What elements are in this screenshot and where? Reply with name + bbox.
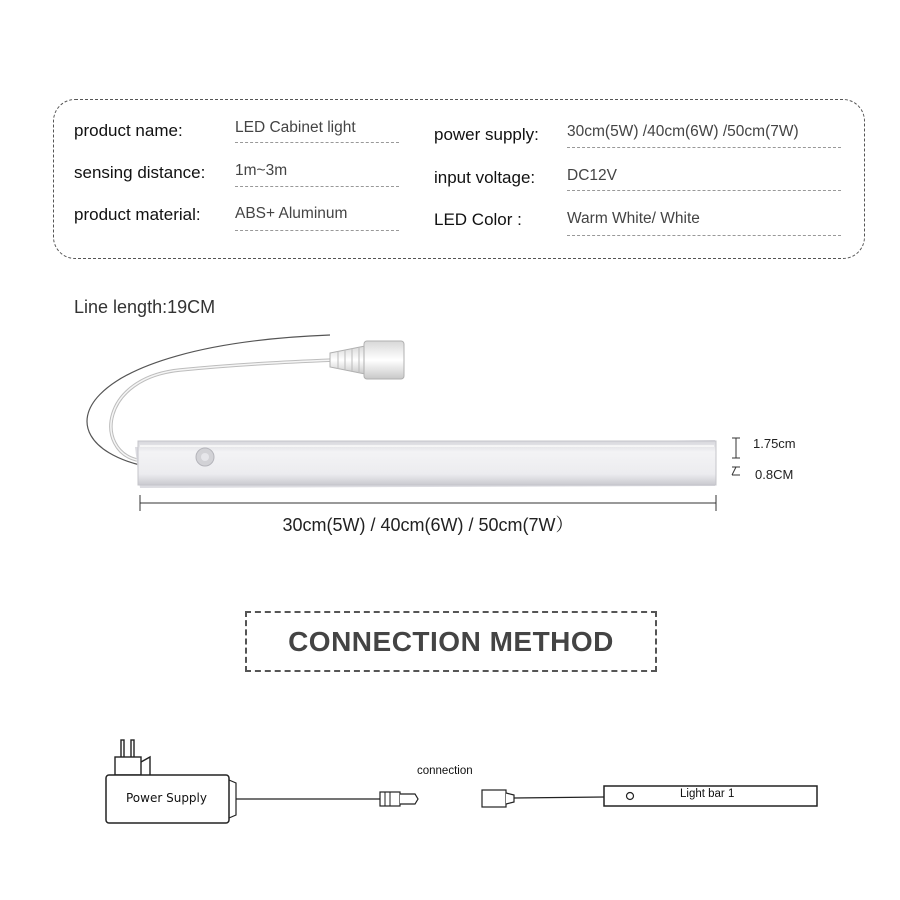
led-color-value: Warm White/ White [567, 210, 841, 236]
power-supply-text: Power Supply [126, 791, 207, 805]
product-material-label: product material: [74, 205, 201, 224]
female-dc-plug [482, 790, 514, 807]
product-name-label: product name: [74, 121, 183, 140]
power-supply-value: 30cm(5W) /40cm(6W) /50cm(7W) [567, 123, 841, 148]
height-dimension-label: 1.75cm [753, 436, 796, 451]
male-dc-plug [380, 792, 418, 806]
input-voltage-value: DC12V [567, 167, 841, 191]
connection-text: connection [417, 765, 473, 777]
adapter-plug-icon [115, 740, 150, 779]
product-material-value: ABS+ Aluminum [235, 205, 399, 231]
product-name-value: LED Cabinet light [235, 119, 399, 143]
sensor-icon [627, 793, 634, 800]
sensing-distance-label: sensing distance: [74, 163, 206, 182]
light-bar-text: Light bar 1 [680, 788, 735, 800]
depth-dimension-label: 0.8CM [755, 467, 794, 482]
led-color-label: LED Color : [434, 210, 522, 229]
input-voltage-label: input voltage: [434, 168, 536, 187]
sensing-distance-value: 1m~3m [235, 162, 399, 187]
length-options-label: 30cm(5W) / 40cm(6W) / 50cm(7W） [282, 515, 574, 535]
connection-method-title: CONNECTION METHOD [288, 625, 614, 657]
power-supply-label: power supply: [434, 125, 539, 144]
line-length-label: Line length:19CM [74, 297, 216, 317]
